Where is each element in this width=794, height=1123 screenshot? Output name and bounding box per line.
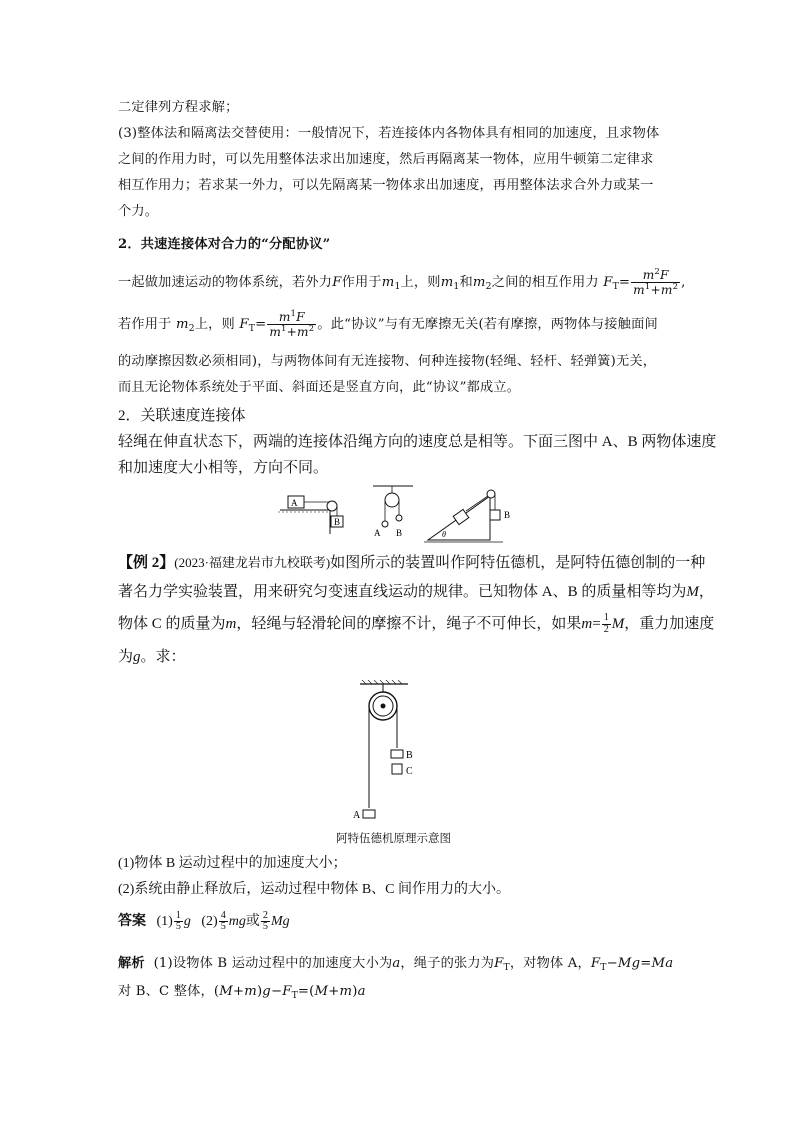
answer-line: 答案 (1) $\frac{1}{5}$ g (2) $\frac{4}{5}$ mg或 $\frac{2}{5}$ Mg [118, 909, 290, 933]
solution-line-2: 对 B、C 整体，$(M+m)g-F_T=(M+m)a$ [118, 984, 366, 1001]
pulley-2 [385, 493, 399, 507]
label-a-2: A [374, 528, 381, 538]
text-line-4: 相互作用力；若求某一外力，可以先隔离某一物体求出加速度，再用整体法求合外力或某一 [118, 178, 654, 193]
three-connection-diagrams [278, 484, 518, 546]
atwood-machine-diagram [348, 680, 438, 825]
text-line-10: 轻绳在伸直状态下，两端的连接体沿绳方向的速度总是相等。下面三图中 A、B 两物体速度 [118, 434, 717, 450]
label-a: A [291, 498, 298, 508]
example-line-2: 著名力学实验装置，用来研究匀变速直线运动的规律。已知物体 A、B 的质量相等均为M， [118, 584, 714, 600]
text-line-6: 一起做加速运动的物体系统，若外力F作用于$m_1$上，则$m_1$和$m_2$之间的相互作用力 $F_T=$ $\frac{m^2F}{m^1+m^2}$ , [118, 267, 686, 297]
hanging-pulley-diagram [373, 486, 413, 538]
solution-line-1: 解析 (1)设物体 B 运动过程中的加速度大小为a，绳子的张力为$F_T$，对物体 A，$F_T-Mg=Ma$ [118, 956, 674, 973]
pulley-1 [327, 501, 337, 511]
text-line-7: 若作用于 $m_2$上，则 $F_T=$ $\frac{m^1F}{m^1+m^2}$ 。此“协议”与有无摩擦无关(若有摩擦，两物体与接触面间 [118, 309, 658, 339]
text-line-3: 之间的作用力时，可以先用整体法求出加速度，然后再隔离某一物体，应用牛顿第二定律求 [118, 152, 654, 167]
incline-diagram [424, 490, 510, 542]
section-heading-3: 2．关联速度连接体 [118, 408, 246, 424]
example-line-1: 【例 2】(2023·福建龙岩市九校联考)如图所示的装置叫作阿特伍德机，是阿特伍德创制的一种 [118, 555, 706, 571]
label-b: B [334, 517, 341, 527]
fraction-4-5: $\frac{4}{5}$ [220, 909, 226, 933]
block-a-atwood [363, 810, 375, 818]
example-line-3: 物体 C 的质量为m，轻绳与轻滑轮间的摩擦不计，绳子不可伸长，如果m= $\frac{1}{2}$ M，重力加速度 [118, 612, 715, 636]
text-line-9: 而且无论物体系统处于平面、斜面还是竖直方向，此“协议”都成立。 [118, 380, 521, 395]
label-b-3: B [504, 510, 511, 520]
question-1: (1)物体 B 运动过程中的加速度大小； [118, 856, 347, 871]
text-line-11: 和加速度大小相等，方向不同。 [118, 460, 329, 476]
label-b-atwood: B [406, 750, 413, 761]
fraction-ft-1: $\frac{m^2F}{m^1+m^2}$ [633, 267, 679, 297]
block-b-atwood [391, 750, 403, 758]
fraction-1-5: $\frac{1}{5}$ [175, 909, 181, 933]
label-b-2: B [396, 528, 403, 538]
fraction-2-5: $\frac{2}{5}$ [262, 909, 268, 933]
label-theta: θ [442, 530, 446, 539]
text-line-5: 个力。 [118, 204, 159, 219]
block-c-atwood [392, 764, 402, 774]
figure-caption: 阿特伍德机原理示意图 [336, 833, 451, 845]
pulley-3 [487, 490, 495, 498]
table-pulley-diagram [278, 496, 343, 534]
text-line-8: 的动摩擦因数必须相同)，与两物体间有无连接物、何种连接物(轻绳、轻杆、轻弹簧)无关， [118, 354, 657, 369]
text-line-2: (3)整体法和隔离法交替使用：一般情况下，若连接体内各物体具有相同的加速度，且求物体 [118, 126, 660, 141]
label-a-atwood: A [353, 810, 361, 821]
label-c-atwood: C [406, 766, 413, 777]
text-line-1: 二定律列方程求解； [118, 100, 239, 115]
fraction-half: $\frac{1}{2}$ [603, 612, 609, 636]
section-heading-2: 2．共速连接体对合力的“分配协议” [118, 237, 331, 252]
example-line-4: 为g。求： [118, 649, 186, 665]
fraction-ft-2: $\frac{m^1F}{m^1+m^2}$ [269, 309, 315, 339]
question-2: (2)系统由静止释放后，运动过程中物体 B、C 间作用力的大小。 [118, 882, 510, 897]
